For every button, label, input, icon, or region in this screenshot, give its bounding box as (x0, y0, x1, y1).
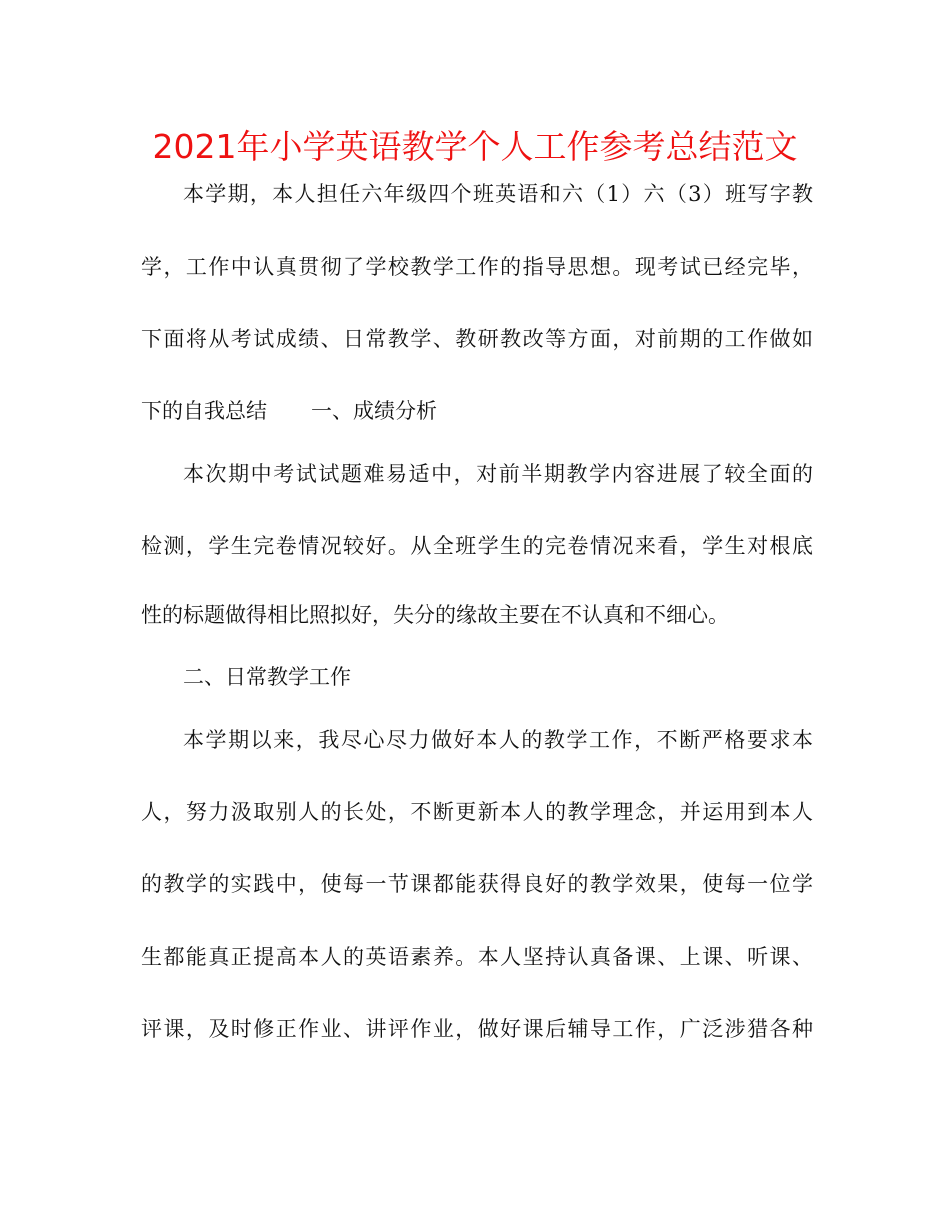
paragraph-line: 生都能真正提高本人的英语素养。本人坚持认真备课、上课、听课、 (141, 945, 813, 969)
paragraph-line: 人，努力汲取别人的长处，不断更新本人的教学理念，并运用到本人 (141, 800, 813, 824)
paragraph-line: 下面将从考试成绩、日常教学、教研教改等方面，对前期的工作做如 (141, 327, 813, 351)
paragraph-line: 检测，学生完卷情况较好。从全班学生的完卷情况来看，学生对根底 (141, 534, 813, 558)
paragraph-line: 本学期以来，我尽心尽力做好本人的教学工作，不断严格要求本 (183, 728, 813, 752)
paragraph-line: 的教学的实践中，使每一节课都能获得良好的教学效果，使每一位学 (141, 872, 813, 896)
paragraph-line: 本学期，本人担任六年级四个班英语和六（1）六（3）班写字教 (183, 182, 813, 206)
paragraph-line: 本次期中考试试题难易适中，对前半期教学内容进展了较全面的 (183, 462, 813, 486)
paragraph-line (141, 396, 813, 426)
paragraph-line: 学，工作中认真贯彻了学校教学工作的指导思想。现考试已经完毕， (141, 255, 813, 279)
document-title: 2021年小学英语教学个人工作参考总结范文 (152, 127, 798, 166)
paragraph-line: 性的标题做得相比照拟好，失分的缘故主要在不认真和不细心。 (141, 603, 729, 627)
section-heading-results: 一、成绩分析 (311, 399, 437, 423)
paragraph-line: 评课，及时修正作业、讲评作业，做好课后辅导工作，广泛涉猎各种 (141, 1017, 813, 1041)
paragraph-line-text: 下的自我总结 (141, 399, 267, 423)
section-heading-daily-teaching: 二、日常教学工作 (183, 665, 351, 689)
